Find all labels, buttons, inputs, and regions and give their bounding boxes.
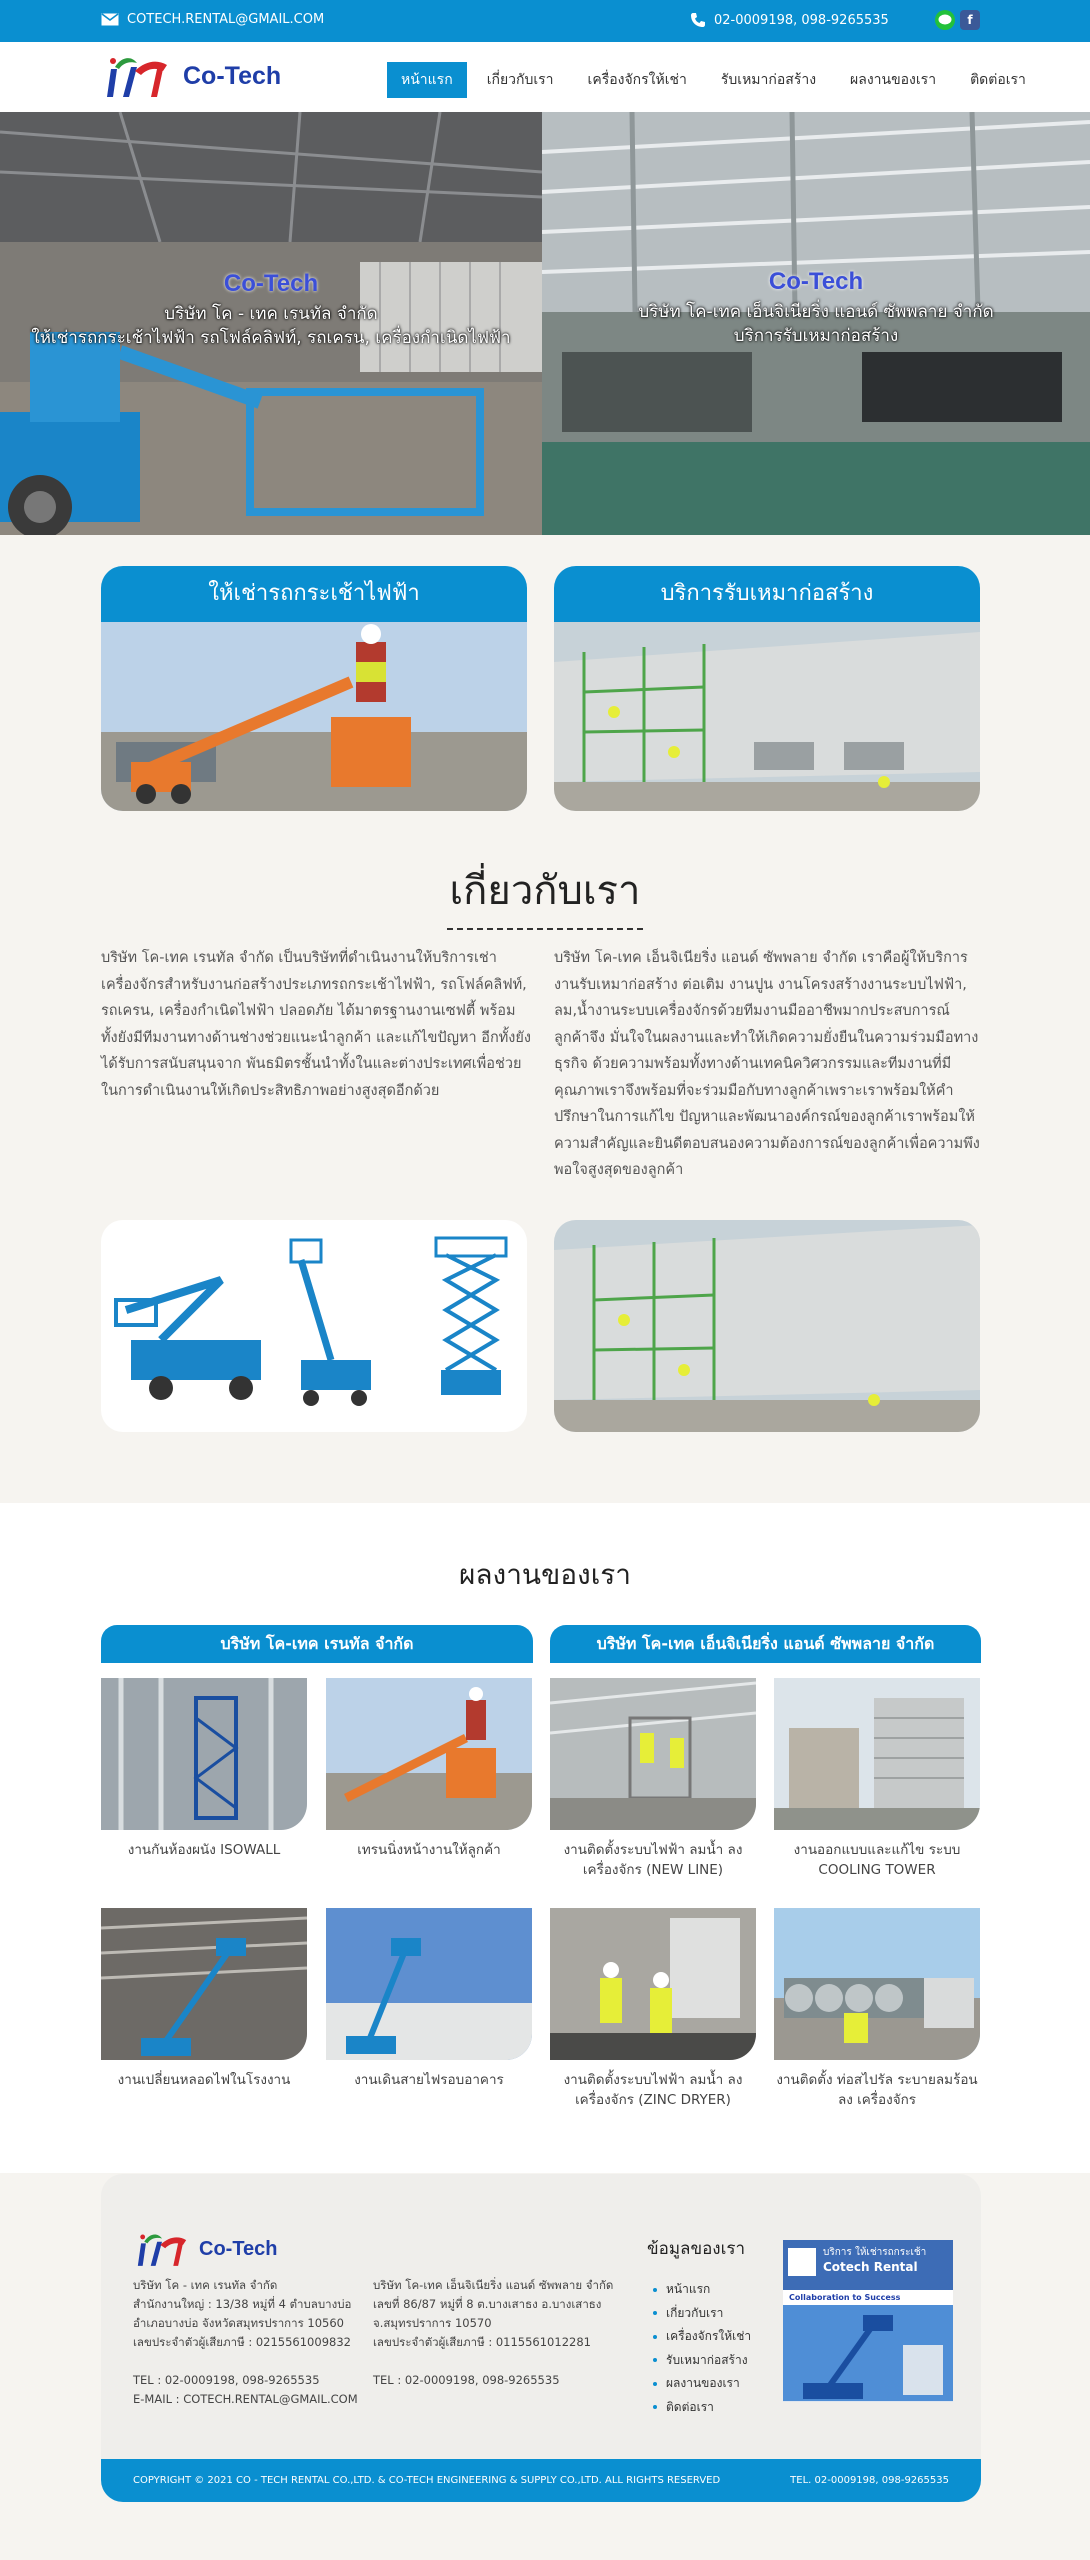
cotech-logo-mark xyxy=(101,53,173,99)
footer-address: สำนักงานใหญ่ : 13/38 หมู่ที่ 4 ตำบลบางบ่อ xyxy=(133,2297,352,2311)
caption-line1: บริษัท โค-เทค เอ็นจิเนียริ่ง แอนด์ ซัพพลาย จำกัด xyxy=(638,302,994,322)
work-caption: งานติดตั้ง ท่อสไปรัล ระบายลมร้อนลง เครื่องจักร xyxy=(776,2072,978,2108)
line-icon[interactable] xyxy=(935,10,955,30)
hero-caption-rental xyxy=(0,272,542,350)
footer-link-home[interactable]: หน้าแรก xyxy=(653,2278,751,2302)
service-card-title: บริการรับเหมาก่อสร้าง xyxy=(554,566,980,622)
work-caption: งานเปลี่ยนหลอดไฟในโรงงาน xyxy=(117,2072,291,2088)
work-item[interactable] xyxy=(550,1908,756,2110)
work-image xyxy=(774,1908,980,2060)
footer-company-name: บริษัท โค-เทค เอ็นจิเนียริ่ง แอนด์ ซัพพลาย จำกัด xyxy=(373,2278,614,2292)
about-heading: เกี่ยวกับเรา xyxy=(0,858,1090,930)
facebook-page-widget[interactable] xyxy=(783,2240,953,2402)
work-image xyxy=(326,1678,532,1830)
caption-line1: บริษัท โค - เทค เรนทัล จำกัด xyxy=(164,304,378,324)
footer-links xyxy=(653,2278,751,2420)
works-tab-engineering[interactable]: บริษัท โค-เทค เอ็นจิเนียริ่ง แอนด์ ซัพพลาย จำกัด xyxy=(550,1625,981,1663)
work-item[interactable] xyxy=(774,1908,980,2110)
site-logo[interactable] xyxy=(101,53,281,99)
fb-cover-image xyxy=(783,2305,953,2401)
footer-link-works[interactable]: ผลงานของเรา xyxy=(653,2372,751,2396)
work-caption: งานเดินสายไฟรอบอาคาร xyxy=(354,2072,504,2088)
work-image xyxy=(101,1678,307,1830)
footer-address: จ.สมุทรปราการ 10570 xyxy=(373,2316,492,2330)
work-item[interactable] xyxy=(774,1678,980,1880)
footer-links-title: ข้อมูลของเรา xyxy=(647,2239,746,2259)
about-text-engineering: บริษัท โค-เทค เอ็นจิเนียริ่ง แอนด์ ซัพพลาย จำกัด เราคือผู้ให้บริการงานรับเหมาก่อสร้าง ต่อเติม งานปูน งานโครงสร้างงานระบบไฟฟ้า, ลม,น้ำงานระบบเครื่องจักรด้วยทีมงานมืออาชีพมากประสบการณ์ ลูกค้าจึง มั่นใจในผลงานและทำให้เกิดความยั่งยืนในความร่วมมือทางธุรกิจ ด้วยความพร้อมทั้งทางด้านเทคนิควิศวกรรมและทีมงานที่มีคุณภาพเราจึงพร้อมที่จะร่วมมือกับทางลูกค้าเพราะเราพร้อมให้คำปรึกษาในการแก้ไข ปัญหาและพัฒนาองค์กรณ์ของลูกค้าเราพร้อมให้ความสำคัญและยินดีตอบสนองความต้องการณ์ของลูกค้าเพื่อความพึงพอใจสูงสุดของลูกค้า xyxy=(554,950,980,1178)
works-tab-rental[interactable]: บริษัท โค-เทค เรนทัล จำกัด xyxy=(101,1625,533,1663)
footer-tel[interactable]: TEL : 02-0009198, 098-9265535 xyxy=(373,2373,560,2387)
main-navbar xyxy=(0,42,1090,112)
hero-slide-construction xyxy=(542,112,1090,535)
footer-link-construction[interactable]: รับเหมาก่อสร้าง xyxy=(653,2349,751,2373)
logo-text: Co-Tech xyxy=(183,61,282,90)
copyright-text: COPYRIGHT © 2021 CO - TECH RENTAL CO.,LTD. & CO-TECH ENGINEERING & SUPPLY CO.,LTD. ALL RIGHTS RESERVED xyxy=(133,2475,721,2486)
caption-brand: Co-Tech xyxy=(768,268,864,295)
footer-engineering-info xyxy=(373,2276,633,2390)
work-image xyxy=(326,1908,532,2060)
work-item[interactable] xyxy=(101,1678,307,1860)
footer-address: เลขที่ 86/87 หมู่ที่ 8 ต.บางเสาธง อ.บางเสาธง xyxy=(373,2297,602,2311)
work-image xyxy=(774,1678,980,1830)
service-card-rental[interactable] xyxy=(101,566,527,811)
copyright-tel[interactable]: TEL. 02-0009198, 098-9265535 xyxy=(790,2475,949,2486)
work-item[interactable] xyxy=(101,1908,307,2090)
fb-widget-header xyxy=(783,2240,953,2290)
top-contact-bar xyxy=(0,0,1090,42)
social-links xyxy=(935,10,980,30)
phone-icon xyxy=(690,12,706,28)
footer-link-about[interactable]: เกี่ยวกับเรา xyxy=(653,2302,751,2326)
service-card-construction[interactable] xyxy=(554,566,980,811)
nav-contact[interactable]: ติดต่อเรา xyxy=(970,72,1026,88)
footer-logo[interactable] xyxy=(133,2230,278,2268)
nav-machinery-rental[interactable]: เครื่องจักรให้เช่า xyxy=(587,72,687,88)
footer-logo-text: Co-Tech xyxy=(199,2237,278,2260)
hero-slider[interactable] xyxy=(0,112,1090,535)
scaffolding-site-image xyxy=(554,1220,980,1432)
lift-equipment-image xyxy=(101,1220,527,1432)
email-contact[interactable] xyxy=(101,12,324,27)
work-caption: งานติดตั้งระบบไฟฟ้า ลมน้ำ ลงเครื่องจักร (NEW LINE) xyxy=(563,1842,743,1878)
phone-contact[interactable] xyxy=(690,12,889,28)
email-text: COTECH.RENTAL@GMAIL.COM xyxy=(127,12,325,27)
work-image xyxy=(550,1908,756,2060)
nav-about[interactable]: เกี่ยวกับเรา xyxy=(486,72,554,88)
cotech-logo-mark xyxy=(133,2230,191,2268)
fb-page-name: Cotech Rental xyxy=(823,2260,918,2274)
footer-rental-info xyxy=(133,2276,373,2409)
footer-link-machinery[interactable]: เครื่องจักรให้เช่า xyxy=(653,2325,751,2349)
caption-line2: บริการรับเหมาก่อสร้าง xyxy=(733,326,899,346)
work-item[interactable] xyxy=(550,1678,756,1880)
hero-slide-rental xyxy=(0,112,542,535)
nav-our-works[interactable]: ผลงานของเรา xyxy=(850,72,937,88)
boom-lift-worker-image xyxy=(101,622,527,811)
caption-line2: ให้เช่ารถกระเช้าไฟฟ้า รถโฟล์คลิฟท์, รถเครน, เครื่องกำเนิดไฟฟ้า xyxy=(31,328,511,348)
scaffolding-building-image xyxy=(554,622,980,811)
work-caption: งานออกแบบและแก้ไข ระบบ COOLING TOWER xyxy=(793,1842,961,1878)
footer-email[interactable]: E-MAIL : COTECH.RENTAL@GMAIL.COM xyxy=(133,2392,358,2406)
main-menu xyxy=(387,62,1046,98)
work-item[interactable] xyxy=(326,1678,532,1860)
hero-caption-construction xyxy=(542,270,1090,348)
facebook-icon[interactable]: f xyxy=(960,10,980,30)
footer-address: อำเภอบางบ่อ จังหวัดสมุทรปราการ 10560 xyxy=(133,2316,345,2330)
footer-tax-id: เลขประจำตัวผู้เสียภาษี : 0215561009832 xyxy=(133,2335,351,2349)
work-image xyxy=(101,1908,307,2060)
fb-tagline: Collaboration to Success xyxy=(783,2290,953,2305)
footer-tax-id: เลขประจำตัวผู้เสียภาษี : 0115561012281 xyxy=(373,2335,591,2349)
caption-brand: Co-Tech xyxy=(223,270,319,297)
service-card-title: ให้เช่ารถกระเช้าไฟฟ้า xyxy=(101,566,527,622)
nav-home[interactable]: หน้าแรก xyxy=(387,62,467,98)
fb-page-avatar xyxy=(788,2248,816,2276)
work-item[interactable] xyxy=(326,1908,532,2090)
copyright-bar xyxy=(101,2459,981,2502)
envelope-icon xyxy=(101,13,119,26)
work-caption: งานติดตั้งระบบไฟฟ้า ลมน้ำ ลงเครื่องจักร (ZINC DRYER) xyxy=(563,2072,743,2108)
work-image xyxy=(550,1678,756,1830)
about-text-rental: บริษัท โค-เทค เรนทัล จำกัด เป็นบริษัทที่ดำเนินงานให้บริการเช่าเครื่องจักรสำหรับงานก่อสร้างประเภทรถกระเช้าไฟฟ้า, รถโฟล์คลิฟท์, รถเครน, เครื่องกำเนิดไฟฟ้า ปลอดภัย ได้มาตรฐานงานเซฟตี้ พร้อมทั้งยังมีทีมงานทางด้านช่างช่วยแนะนำลูกค้า และแก้ไขปัญหา อีกทั้งยังได้รับการสนับสนุนจาก พันธมิตรชั้นนำทั้งในและต่างประเทศเพื่อช่วยในการดำเนินงานให้เกิดประสิทธิภาพอย่างสูงสุดอีกด้วย xyxy=(101,950,531,1099)
work-caption: งานกันห้องผนัง ISOWALL xyxy=(127,1842,281,1858)
works-heading: ผลงานของเรา xyxy=(458,1558,632,1591)
footer-company-name: บริษัท โค - เทค เรนทัล จำกัด xyxy=(133,2278,278,2292)
phone-text: 02-0009198, 098-9265535 xyxy=(714,12,889,28)
work-caption: เทรนนิ่งหน้างานให้ลูกค้า xyxy=(357,1842,501,1858)
fb-headline: บริการ ให้เช่ารถกระเช้า xyxy=(823,2247,927,2258)
footer-tel[interactable]: TEL : 02-0009198, 098-9265535 xyxy=(133,2373,320,2387)
nav-construction[interactable]: รับเหมาก่อสร้าง xyxy=(720,72,817,88)
footer-link-contact[interactable]: ติดต่อเรา xyxy=(653,2396,751,2420)
